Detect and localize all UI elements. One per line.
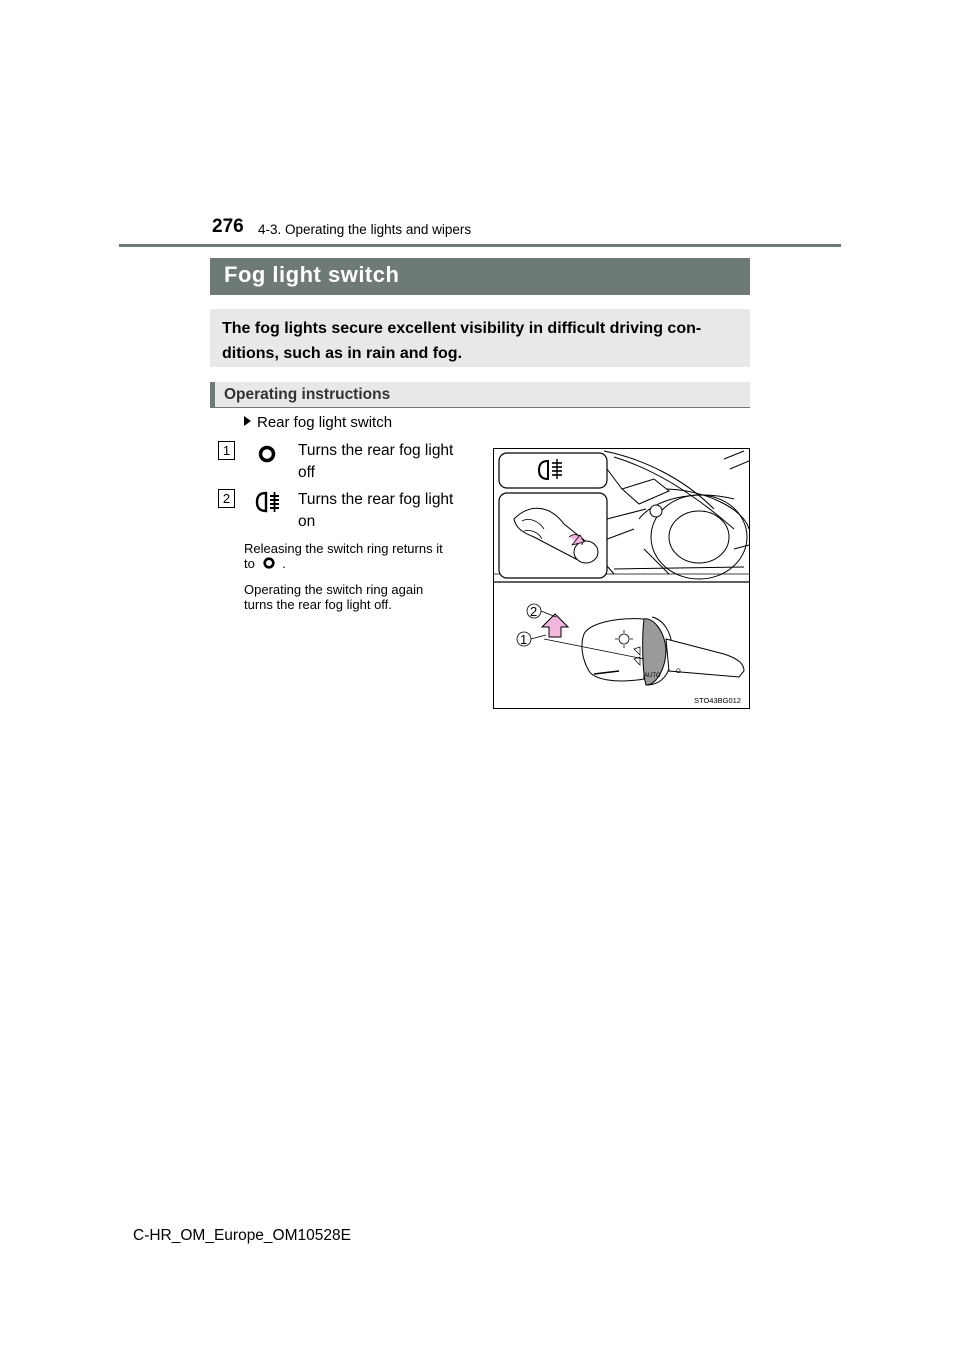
rear-fog-on-icon	[255, 489, 281, 515]
step-number-1: 1	[218, 441, 235, 460]
step-number-2: 2	[218, 489, 235, 508]
item-1-text	[298, 440, 480, 484]
release-note	[244, 541, 480, 571]
bullet-item	[244, 414, 392, 431]
bullet-label: Rear fog light switch	[257, 414, 393, 431]
release-note-end: .	[282, 556, 286, 571]
item-2-line-1: Turns the rear fog light	[298, 491, 454, 508]
ring-label-o: O	[676, 669, 681, 675]
illustration-drawing	[494, 449, 749, 708]
item-1-line-2: off	[298, 464, 315, 481]
item-1-line-1: Turns the rear fog light	[298, 442, 454, 459]
release-note-line-2	[244, 556, 480, 571]
section-title: 4-3. Operating the lights and wipers	[258, 222, 472, 237]
again-note-line-2: turns the rear fog light off.	[244, 597, 392, 612]
intro-line-1: The fog lights secure excellent visibility in difficult driving con-	[222, 320, 702, 337]
switch-illustration	[493, 448, 750, 709]
again-note	[244, 582, 480, 612]
ring-label-auto: AUTO	[644, 673, 661, 679]
item-2-text	[298, 489, 480, 533]
illustration-code: STO43BG012	[694, 696, 741, 705]
again-note-line-1: Operating the switch ring again	[244, 582, 424, 597]
rear-fog-off-icon	[256, 443, 278, 465]
page-title: Fog light switch	[210, 258, 750, 295]
callout-1: 1	[520, 632, 528, 647]
callout-2: 2	[530, 604, 538, 619]
subheading: Operating instructions	[224, 386, 391, 403]
header-divider	[119, 244, 841, 247]
intro-line-2: ditions, such as in rain and fog.	[222, 345, 463, 362]
document-footer: C-HR_OM_Europe_OM10528E	[133, 1227, 351, 1244]
subheading-bar	[210, 382, 750, 408]
page-number: 276	[212, 216, 244, 237]
rear-fog-off-inline-icon	[262, 556, 276, 570]
release-note-line-1: Releasing the switch ring returns it	[244, 541, 443, 556]
intro-box	[210, 309, 750, 367]
item-2-line-2: on	[298, 513, 316, 530]
release-note-to: to	[244, 556, 255, 571]
triangle-bullet-icon	[244, 416, 251, 426]
subheading-accent	[210, 382, 215, 408]
